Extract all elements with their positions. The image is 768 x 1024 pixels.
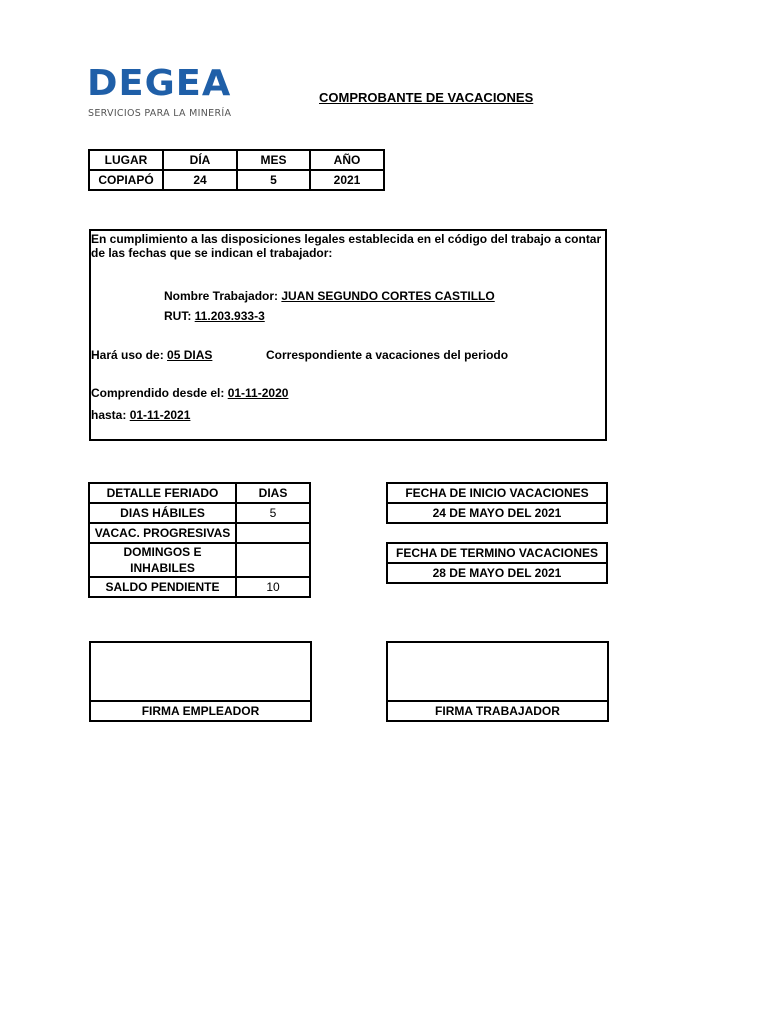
place-date-header-row	[89, 150, 384, 170]
uses-days-label: Hará uso de:	[91, 348, 164, 362]
end-date-value: 28 DE MAYO DEL 2021	[387, 563, 607, 583]
value-anio: 2021	[310, 170, 384, 190]
detail-row-value: 10	[236, 577, 310, 597]
start-date-table	[386, 482, 608, 524]
until-date-line	[91, 408, 190, 422]
value-dia: 24	[163, 170, 237, 190]
detail-row-value	[236, 523, 310, 543]
header-dia: DÍA	[163, 150, 237, 170]
detail-row	[89, 523, 310, 543]
end-date-label: FECHA DE TERMINO VACACIONES	[387, 543, 607, 563]
header-lugar: LUGAR	[89, 150, 163, 170]
employer-signature-label: FIRMA EMPLEADOR	[89, 702, 312, 722]
start-date-label: FECHA DE INICIO VACACIONES	[387, 483, 607, 503]
detail-row	[89, 577, 310, 597]
until-date-label: hasta:	[91, 408, 127, 422]
declaration-intro: En cumplimiento a las disposiciones legales establecida en el código del trabajo a contar de las fechas que se indican el trabajador:	[91, 232, 602, 260]
uses-days-line	[91, 348, 212, 362]
worker-signature-area	[386, 641, 609, 702]
worker-name-line	[164, 289, 495, 303]
header-anio: AÑO	[310, 150, 384, 170]
employer-signature-area	[89, 641, 312, 702]
detail-row	[89, 543, 310, 577]
place-date-table	[88, 149, 385, 191]
place-date-value-row	[89, 170, 384, 190]
period-text: Correspondiente a vacaciones del periodo	[266, 348, 509, 362]
from-date-label: Comprendido desde el:	[91, 386, 225, 400]
declaration-box	[89, 229, 607, 441]
start-date-value: 24 DE MAYO DEL 2021	[387, 503, 607, 523]
document-title: COMPROBANTE DE VACACIONES	[319, 90, 534, 105]
detail-row-label: DIAS HÁBILES	[89, 503, 236, 523]
worker-rut-value: 11.203.933-3	[194, 309, 265, 323]
worker-rut-line	[164, 309, 265, 323]
detail-row-value: 5	[236, 503, 310, 523]
worker-name-value: JUAN SEGUNDO CORTES CASTILLO	[281, 289, 495, 303]
header-mes: MES	[237, 150, 310, 170]
detail-row	[89, 503, 310, 523]
from-date-value: 01-11-2020	[227, 386, 289, 400]
worker-signature-label: FIRMA TRABAJADOR	[386, 702, 609, 722]
detail-header-row	[89, 483, 310, 503]
detail-row-label: SALDO PENDIENTE	[89, 577, 236, 597]
company-logo: DEGEA	[87, 63, 232, 104]
end-date-table	[386, 542, 608, 584]
detail-table	[88, 482, 311, 598]
until-date-value: 01-11-2021	[129, 408, 191, 422]
value-mes: 5	[237, 170, 310, 190]
from-date-line	[91, 386, 288, 400]
detail-header-label: DETALLE FERIADO	[89, 483, 236, 503]
value-lugar: COPIAPÓ	[89, 170, 163, 190]
worker-rut-label: RUT:	[164, 309, 192, 323]
detail-row-label: VACAC. PROGRESIVAS	[89, 523, 236, 543]
worker-name-label: Nombre Trabajador:	[164, 289, 279, 303]
company-tagline: SERVICIOS PARA LA MINERÍA	[88, 108, 232, 119]
uses-days-value: 05 DIAS	[167, 348, 213, 362]
detail-row-value	[236, 543, 310, 577]
detail-row-label: DOMINGOS E INHABILES	[89, 543, 236, 577]
detail-header-days: DIAS	[236, 483, 310, 503]
